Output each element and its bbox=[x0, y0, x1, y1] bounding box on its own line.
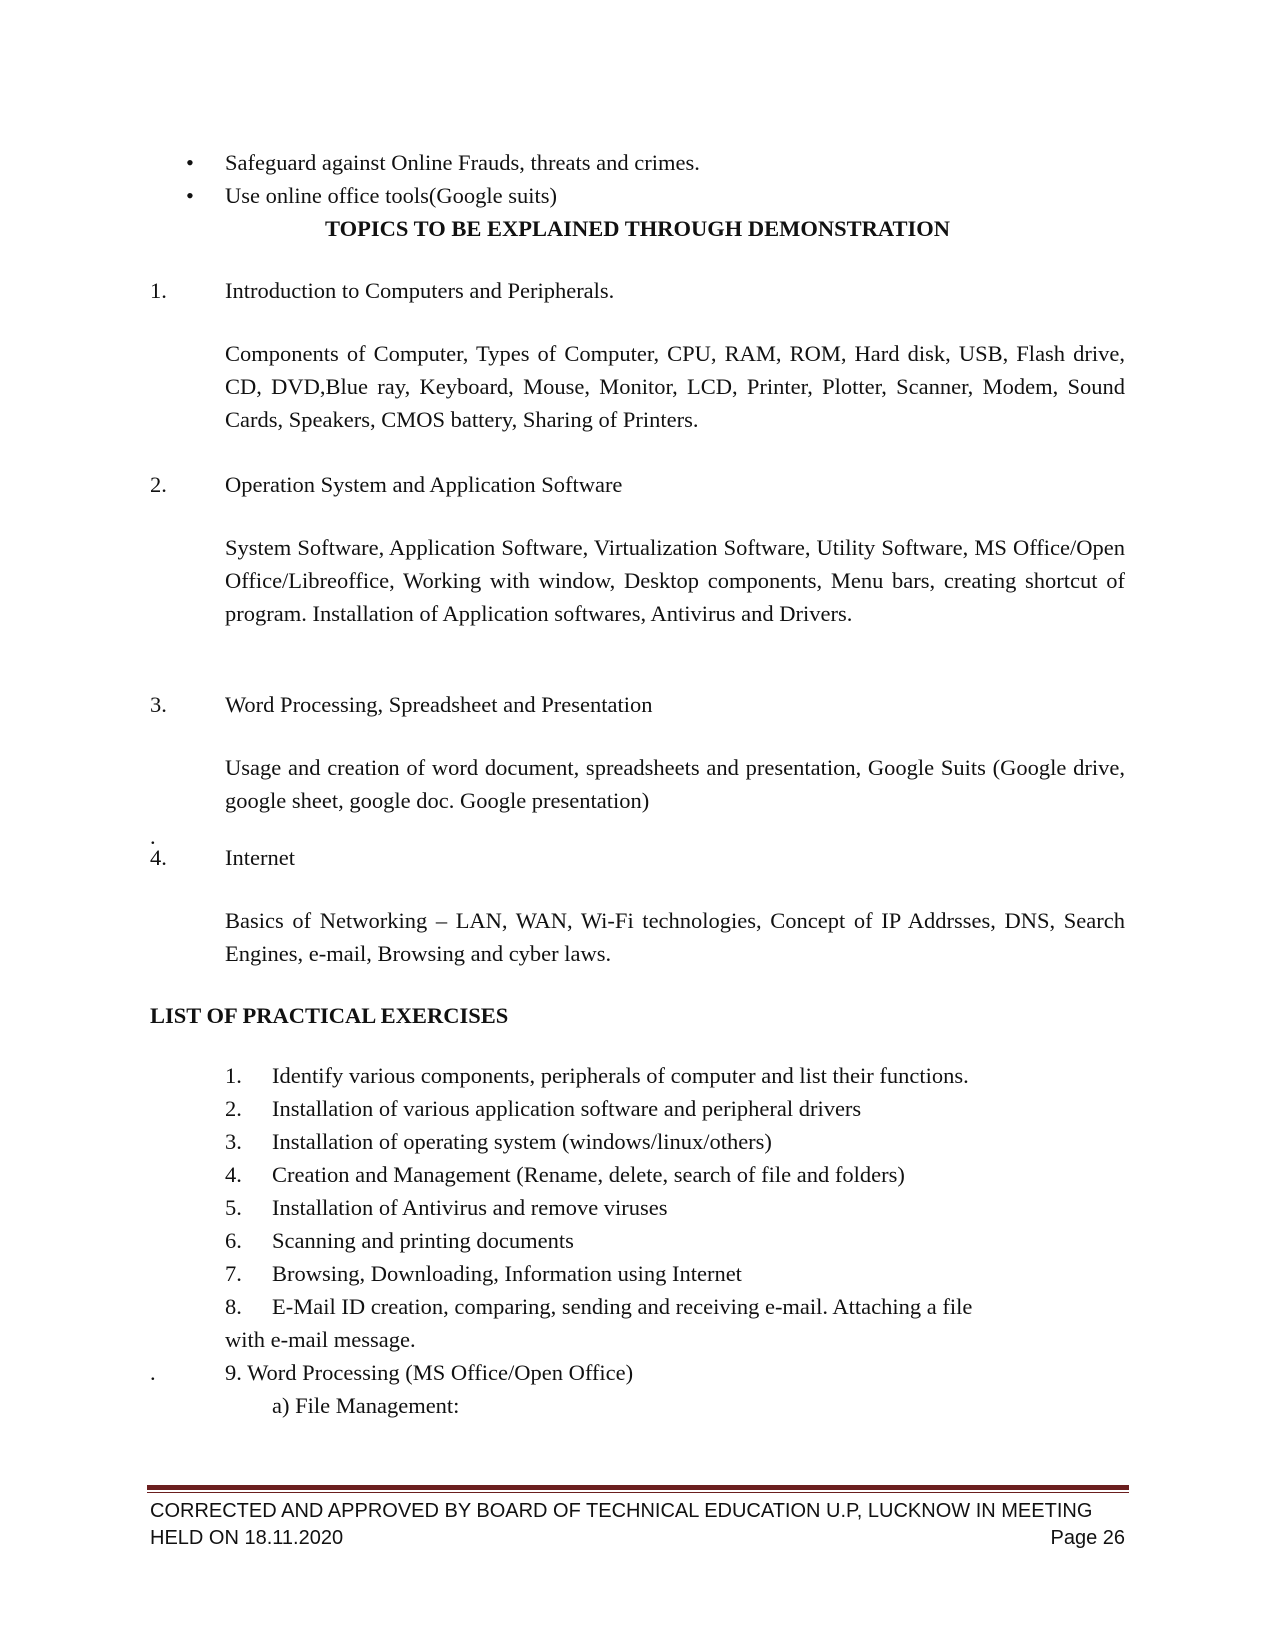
topic-title: Word Processing, Spreadsheet and Presentation bbox=[225, 692, 653, 717]
exercise-text: Installation of operating system (windows/linux/others) bbox=[272, 1129, 772, 1154]
exercise-number: 3. bbox=[225, 1129, 242, 1154]
topic-body: Basics of Networking – LAN, WAN, Wi-Fi technologies, Concept of IP Addrsses, DNS, Search Engines, e-mail, Browsing and cyber laws. bbox=[225, 908, 1125, 966]
exercise-text: Creation and Management (Rename, delete, search of file and folders) bbox=[272, 1162, 905, 1187]
exercise-text: E-Mail ID creation, comparing, sending and receiving e-mail. Attaching a file bbox=[272, 1294, 973, 1319]
footer-line-2-row bbox=[150, 1527, 1125, 1553]
exercise-number: 8. bbox=[225, 1294, 242, 1319]
footer-line-1: CORRECTED AND APPROVED BY BOARD OF TECHNICAL EDUCATION U.P, LUCKNOW IN MEETING bbox=[150, 1500, 1093, 1522]
exercise-number: 7. bbox=[225, 1261, 242, 1286]
bullet-glyph: • bbox=[186, 183, 194, 208]
topic-body: System Software, Application Software, Virtualization Software, Utility Software, MS Office/Open Office/Libreoffice, Working with window, Desktop components, Menu bars, creating shortcut of program. Installation of Application softwares, Antivirus and Drivers. bbox=[225, 535, 1125, 626]
page-number: Page 26 bbox=[1050, 1527, 1125, 1549]
exercise-text: Browsing, Downloading, Information using Internet bbox=[272, 1261, 742, 1286]
bullet-item: Use online office tools(Google suits) bbox=[225, 183, 558, 208]
exercise-number: 5. bbox=[225, 1195, 242, 1220]
topic-number: 1. bbox=[150, 278, 167, 303]
footer-line-2: HELD ON 18.11.2020 bbox=[150, 1527, 344, 1549]
footer-rule-thin bbox=[147, 1492, 1129, 1493]
exercise-number: 6. bbox=[225, 1228, 242, 1253]
topic-body: Usage and creation of word document, spreadsheets and presentation, Google Suits (Google drive, google sheet, google doc. Google presentation) bbox=[225, 755, 1125, 813]
topic-title: Introduction to Computers and Peripherals. bbox=[225, 278, 615, 303]
exercise-text: Identify various components, peripherals of computer and list their functions. bbox=[272, 1063, 969, 1088]
practical-heading: LIST OF PRACTICAL EXERCISES bbox=[150, 1003, 509, 1028]
exercise-9-label: 9. Word Processing (MS Office/Open Office) bbox=[225, 1360, 634, 1385]
exercise-number: 2. bbox=[225, 1096, 242, 1121]
stray-dot: . bbox=[150, 824, 156, 849]
exercise-text: Installation of various application software and peripheral drivers bbox=[272, 1096, 862, 1121]
exercise-text: Installation of Antivirus and remove viruses bbox=[272, 1195, 668, 1220]
footer-rule-thick bbox=[147, 1485, 1129, 1490]
exercise-number: 4. bbox=[225, 1162, 242, 1187]
demo-heading: TOPICS TO BE EXPLAINED THROUGH DEMONSTRATION bbox=[325, 216, 950, 241]
bullet-item: Safeguard against Online Frauds, threats and crimes. bbox=[225, 150, 700, 175]
topic-title: Internet bbox=[225, 845, 295, 870]
topic-number: 3. bbox=[150, 692, 167, 717]
topic-number: 4. bbox=[150, 845, 167, 870]
exercise-number: 1. bbox=[225, 1063, 242, 1088]
exercise-text: Scanning and printing documents bbox=[272, 1228, 574, 1253]
sub-item-a: a) File Management: bbox=[272, 1393, 460, 1418]
topic-body: Components of Computer, Types of Computer, CPU, RAM, ROM, Hard disk, USB, Flash drive, CD, DVD,Blue ray, Keyboard, Mouse, Monitor, LCD, Printer, Plotter, Scanner, Modem, Sound Cards, Speakers, CMOS battery, Sharing of Printers. bbox=[225, 341, 1125, 432]
topic-number: 2. bbox=[150, 472, 167, 497]
topic-title: Operation System and Application Software bbox=[225, 472, 623, 497]
exercise-continuation: with e-mail message. bbox=[225, 1327, 416, 1352]
bullet-glyph: • bbox=[186, 150, 194, 175]
exercise-dot: . bbox=[150, 1360, 156, 1385]
